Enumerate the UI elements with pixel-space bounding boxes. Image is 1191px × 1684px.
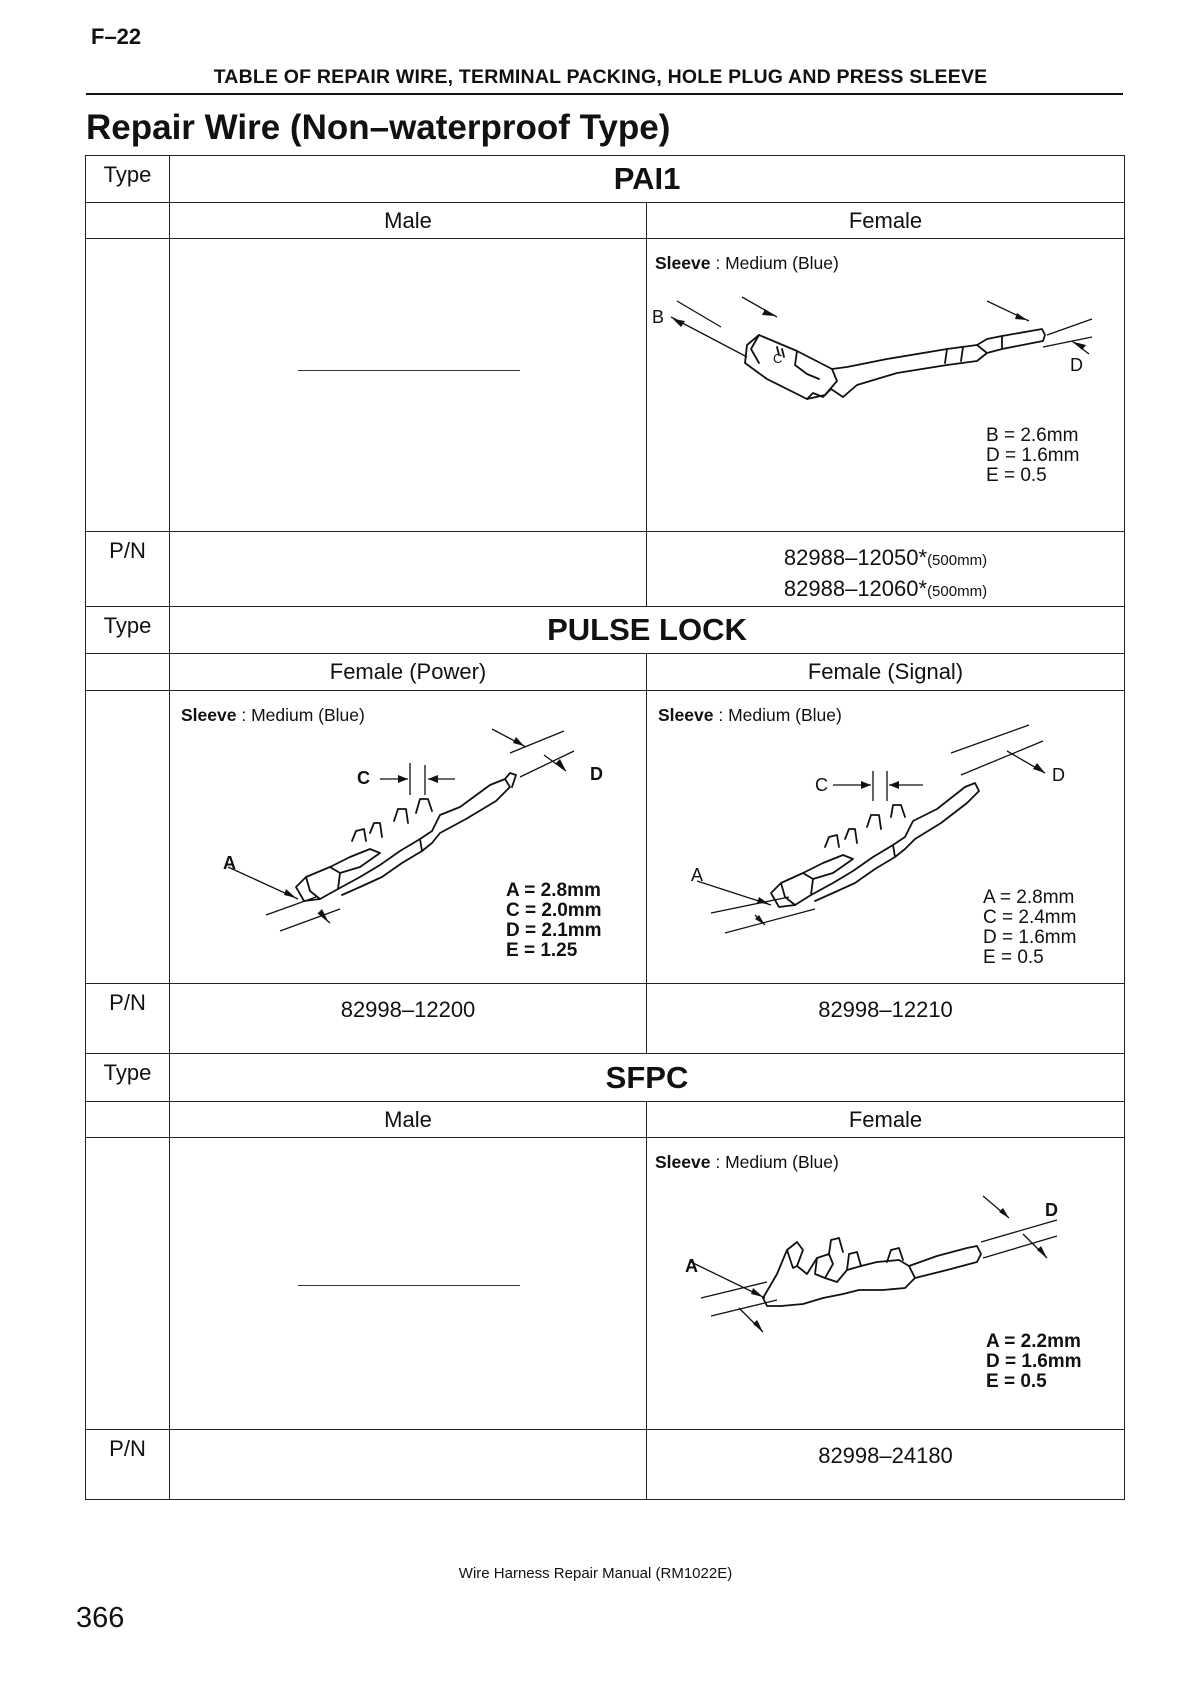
label-a: A (223, 853, 236, 873)
pai1-pn-line-1: 82988–12050*(500mm) (783, 545, 988, 570)
sfpc-male-header: Male (170, 1102, 647, 1138)
pulse-lock-type-row (86, 607, 1125, 654)
sfpc-type-name: SFPC (170, 1054, 1125, 1102)
header-title: TABLE OF REPAIR WIRE, TERMINAL PACKING, HOLE PLUG AND PRESS SLEEVE (213, 66, 988, 88)
sfpc-female-pn: 82998–24180 (647, 1430, 1125, 1500)
pulse-lock-power-cell (170, 691, 647, 984)
pai1-male-pn (170, 532, 647, 607)
type-label: Type (86, 156, 170, 203)
sfpc-image-row (86, 1138, 1125, 1430)
sleeve-note: Sleeve : Medium (Blue) (655, 253, 839, 273)
sfpc-female-dims: A = 2.2mm D = 1.6mm E = 0.5 (986, 1331, 1082, 1392)
pai1-female-cell (647, 239, 1125, 532)
sfpc-pn-row (86, 1430, 1125, 1500)
page-number: 366 (76, 1602, 125, 1634)
label-a: A (691, 865, 704, 885)
label-d: D (590, 764, 603, 784)
sfpc-female-header: Female (647, 1102, 1125, 1138)
pulse-lock-signal-header: Female (Signal) (647, 654, 1125, 691)
type-label: Type (86, 607, 170, 654)
pulse-lock-signal-dims: A = 2.8mm C = 2.4mm D = 1.6mm E = 0.5 (983, 887, 1077, 968)
pn-label: P/N (86, 1430, 170, 1500)
type-label: Type (86, 1054, 170, 1102)
label-d: D (1070, 355, 1083, 375)
sfpc-gender-row (86, 1102, 1125, 1138)
label-c: C (815, 775, 828, 795)
pai1-type-row (86, 156, 1125, 203)
pulse-lock-power-header: Female (Power) (170, 654, 647, 691)
header-rule (86, 93, 1123, 95)
pai1-male-cell (170, 239, 647, 532)
pai1-female-dims: B = 2.6mm D = 1.6mm E = 0.5 (986, 425, 1080, 486)
repair-wire-table (85, 155, 1125, 1500)
label-a: A (685, 1256, 698, 1276)
sleeve-note: Sleeve : Medium (Blue) (655, 1152, 839, 1172)
not-available-dash (298, 370, 520, 371)
sfpc-male-pn (170, 1430, 647, 1500)
sleeve-note: Sleeve : Medium (Blue) (658, 705, 842, 725)
sleeve-note: Sleeve : Medium (Blue) (181, 705, 365, 725)
pn-label: P/N (86, 984, 170, 1054)
pulse-lock-signal-pn: 82998–12210 (647, 984, 1125, 1054)
pai1-female-terminal-drawing (647, 239, 1125, 532)
label-c: C (357, 768, 370, 788)
sfpc-male-cell (170, 1138, 647, 1430)
pulse-lock-image-row (86, 691, 1125, 984)
pai1-gender-row (86, 203, 1125, 239)
pn-label: P/N (86, 532, 170, 607)
pai1-female-pn (647, 532, 1125, 607)
label-d: D (1052, 765, 1065, 785)
pulse-lock-power-pn: 82998–12200 (170, 984, 647, 1054)
pai1-female-header: Female (647, 203, 1125, 239)
pai1-type-name: PAI1 (170, 156, 1125, 203)
pai1-male-header: Male (170, 203, 647, 239)
footer: Wire Harness Repair Manual (RM1022E) (458, 1565, 733, 1582)
not-available-dash (298, 1285, 520, 1286)
pulse-lock-type-name: PULSE LOCK (170, 607, 1125, 654)
pulse-lock-gender-row (86, 654, 1125, 691)
label-b: B (652, 307, 665, 327)
pai1-pn-row (86, 532, 1125, 607)
page-code: F–22 (91, 24, 142, 49)
pai1-image-row (86, 239, 1125, 532)
sfpc-female-cell (647, 1138, 1125, 1430)
section-title: Repair Wire (Non–waterproof Type) (86, 108, 671, 147)
sfpc-type-row (86, 1054, 1125, 1102)
pulse-lock-signal-cell (647, 691, 1125, 984)
label-d: D (1045, 1200, 1058, 1220)
pai1-pn-line-2: 82988–12060*(500mm) (783, 576, 988, 601)
pulse-lock-power-dims: A = 2.8mm C = 2.0mm D = 2.1mm E = 1.25 (506, 880, 602, 961)
label-c: C (773, 351, 783, 366)
pulse-lock-pn-row (86, 984, 1125, 1054)
